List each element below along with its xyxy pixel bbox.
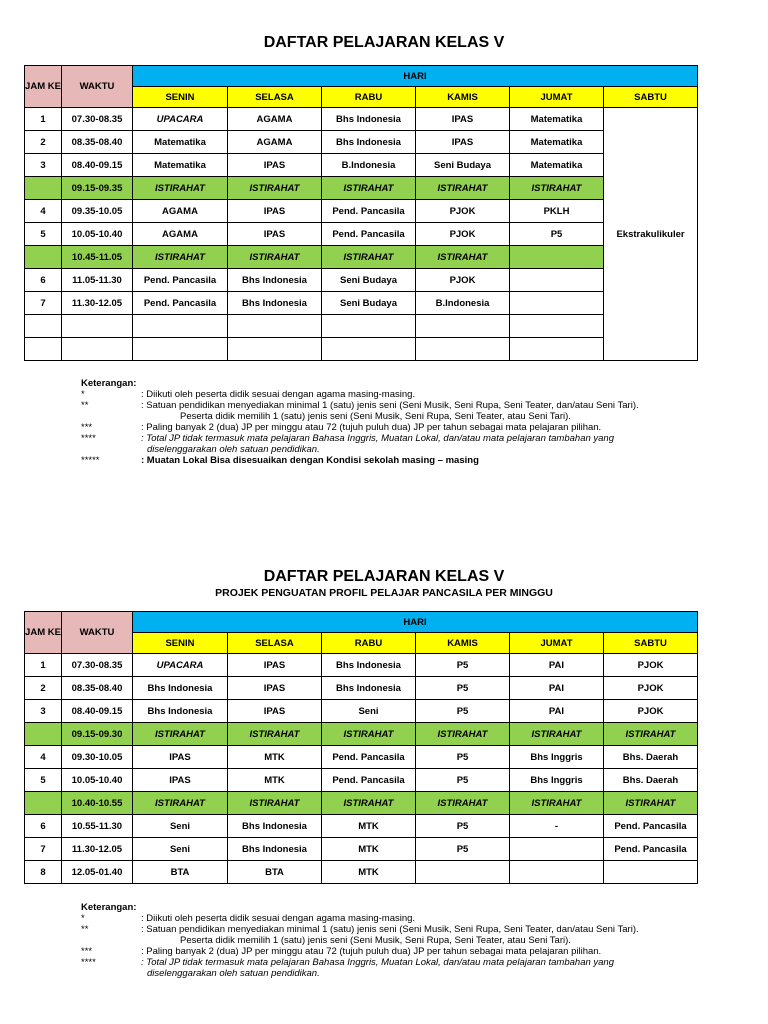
cell-jam — [25, 315, 62, 338]
cell-subject: AGAMA — [133, 200, 228, 223]
cell-subject: PJOK — [416, 200, 510, 223]
table-row — [25, 861, 698, 884]
cell-subject: Bhs Inggris — [510, 746, 604, 769]
note-3: *** : Paling banyak 2 (dua) JP per minggu atau 72 (tujuh puluh dua) JP per tahun sebagai mata pelajaran pilihan. — [81, 946, 602, 957]
cell-jam — [25, 177, 62, 200]
cell-subject — [228, 315, 322, 338]
cell-jam: 7 — [25, 292, 62, 315]
cell-subject: Pend. Pancasila — [133, 292, 228, 315]
cell-subject: AGAMA — [133, 223, 228, 246]
table-row — [25, 338, 698, 361]
cell-jam: 1 — [25, 108, 62, 131]
header-jam-ke: JAM KE — [25, 612, 62, 654]
cell-subject — [510, 838, 604, 861]
cell-subject: - — [510, 815, 604, 838]
cell-subject: PKLH — [510, 200, 604, 223]
cell-subject: PJOK — [604, 700, 698, 723]
cell-subject: ISTIRAHAT — [416, 723, 510, 746]
table-row — [25, 223, 698, 246]
cell-subject — [322, 315, 416, 338]
cell-subject: Bhs. Daerah — [604, 746, 698, 769]
cell-jam: 6 — [25, 815, 62, 838]
cell-waktu: 10.05-10.40 — [62, 223, 133, 246]
cell-subject: Pend. Pancasila — [322, 223, 416, 246]
cell-subject — [416, 861, 510, 884]
cell-subject: MTK — [228, 769, 322, 792]
header-waktu: WAKTU — [62, 612, 133, 654]
cell-subject: UPACARA — [133, 654, 228, 677]
cell-subject — [510, 338, 604, 361]
cell-subject: Bhs Indonesia — [133, 700, 228, 723]
notes-heading: Keterangan: — [81, 378, 137, 389]
table-row — [25, 746, 698, 769]
header-hari: HARI — [133, 612, 698, 633]
note-2: ** : Satuan pendidikan menyediakan minimal 1 (satu) jenis seni (Seni Musik, Seni Rupa, Seni Teater, dan/atau Seni Tari). Peserta didik memilih 1 (satu) jenis seni (Seni Musik, Seni Rupa, Seni Teater, atau Seni Tari). — [81, 400, 639, 422]
cell-subject — [510, 292, 604, 315]
cell-subject: BTA — [228, 861, 322, 884]
cell-jam: 6 — [25, 269, 62, 292]
cell-subject: ISTIRAHAT — [510, 792, 604, 815]
table-row — [25, 108, 698, 131]
cell-subject: PAI — [510, 700, 604, 723]
note-3: *** : Paling banyak 2 (dua) JP per minggu atau 72 (tujuh puluh dua) JP per tahun sebagai mata pelajaran pilihan. — [81, 422, 602, 433]
cell-subject: MTK — [228, 746, 322, 769]
cell-jam: 4 — [25, 200, 62, 223]
cell-jam: 3 — [25, 154, 62, 177]
cell-subject: Matematika — [133, 154, 228, 177]
cell-subject — [510, 315, 604, 338]
day-senin: SENIN — [133, 87, 228, 108]
cell-subject: ISTIRAHAT — [228, 723, 322, 746]
note-4: **** : Total JP tidak termasuk mata pelajaran Bahasa Inggris, Muatan Lokal, dan/atau mata pelajaran tambahan yang diselenggarakan oleh satuan pendidikan. — [81, 957, 615, 979]
table-row — [25, 677, 698, 700]
cell-waktu: 09.30-10.05 — [62, 746, 133, 769]
day-kamis: KAMIS — [416, 633, 510, 654]
cell-subject: MTK — [322, 838, 416, 861]
cell-subject: IPAS — [228, 154, 322, 177]
cell-subject: B.Indonesia — [416, 292, 510, 315]
cell-subject: IPAS — [228, 700, 322, 723]
title-2 — [0, 568, 768, 599]
cell-subject: AGAMA — [228, 131, 322, 154]
cell-subject: IPAS — [228, 200, 322, 223]
day-kamis: KAMIS — [416, 87, 510, 108]
cell-subject: ISTIRAHAT — [133, 723, 228, 746]
cell-subject — [133, 338, 228, 361]
cell-subject: MTK — [322, 815, 416, 838]
day-selasa: SELASA — [228, 633, 322, 654]
cell-subject: IPAS — [133, 746, 228, 769]
table-row — [25, 200, 698, 223]
note-1: * : Diikuti oleh peserta didik sesuai dengan agama masing-masing. — [81, 913, 416, 924]
cell-subject: Matematika — [133, 131, 228, 154]
cell-waktu: 08.35-08.40 — [62, 677, 133, 700]
cell-subject: P5 — [416, 769, 510, 792]
day-rabu: RABU — [322, 633, 416, 654]
cell-subject: Bhs Indonesia — [133, 677, 228, 700]
cell-subject: Bhs Indonesia — [322, 108, 416, 131]
cell-subject: B.Indonesia — [322, 154, 416, 177]
cell-sabtu-ekstrakulikuler: Ekstrakulikuler — [604, 108, 698, 361]
cell-waktu: 11.30-12.05 — [62, 292, 133, 315]
cell-subject: IPAS — [416, 131, 510, 154]
cell-subject: Bhs. Daerah — [604, 769, 698, 792]
cell-waktu — [62, 338, 133, 361]
cell-subject: IPAS — [228, 677, 322, 700]
cell-jam — [25, 246, 62, 269]
cell-subject: Seni — [133, 815, 228, 838]
cell-waktu: 12.05-01.40 — [62, 861, 133, 884]
table-row — [25, 700, 698, 723]
cell-jam — [25, 338, 62, 361]
cell-subject: P5 — [416, 654, 510, 677]
cell-waktu: 09.15-09.35 — [62, 177, 133, 200]
table-row — [25, 838, 698, 861]
header-row — [25, 66, 698, 87]
cell-jam: 5 — [25, 223, 62, 246]
cell-jam: 1 — [25, 654, 62, 677]
cell-subject: PJOK — [416, 269, 510, 292]
day-jumat: JUMAT — [510, 87, 604, 108]
page-subtitle-2: PROJEK PENGUATAN PROFIL PELAJAR PANCASILA PER MINGGU — [215, 587, 553, 599]
table-row — [25, 654, 698, 677]
cell-subject — [510, 269, 604, 292]
table-row — [25, 131, 698, 154]
day-jumat: JUMAT — [510, 633, 604, 654]
cell-subject — [510, 861, 604, 884]
cell-subject: Bhs Indonesia — [322, 131, 416, 154]
cell-subject: Seni Budaya — [322, 292, 416, 315]
cell-subject: P5 — [416, 838, 510, 861]
cell-subject: ISTIRAHAT — [322, 792, 416, 815]
cell-subject: P5 — [416, 700, 510, 723]
cell-waktu: 08.35-08.40 — [62, 131, 133, 154]
cell-subject: MTK — [322, 861, 416, 884]
cell-waktu: 09.35-10.05 — [62, 200, 133, 223]
cell-subject: IPAS — [228, 654, 322, 677]
cell-subject: Bhs Inggris — [510, 769, 604, 792]
cell-subject — [416, 315, 510, 338]
cell-subject: Seni Budaya — [322, 269, 416, 292]
cell-subject: ISTIRAHAT — [133, 177, 228, 200]
table-row — [25, 292, 698, 315]
page-title: DAFTAR PELAJARAN KELAS V — [263, 34, 505, 51]
cell-subject: PAI — [510, 654, 604, 677]
cell-subject: ISTIRAHAT — [322, 177, 416, 200]
table-row — [25, 269, 698, 292]
cell-subject: ISTIRAHAT — [228, 177, 322, 200]
cell-subject: ISTIRAHAT — [228, 246, 322, 269]
cell-subject: P5 — [416, 815, 510, 838]
cell-waktu: 10.05-10.40 — [62, 769, 133, 792]
cell-waktu — [62, 315, 133, 338]
cell-subject: ISTIRAHAT — [322, 723, 416, 746]
cell-subject: IPAS — [133, 769, 228, 792]
cell-subject: BTA — [133, 861, 228, 884]
table-row — [25, 154, 698, 177]
cell-subject: ISTIRAHAT — [604, 792, 698, 815]
cell-subject: UPACARA — [133, 108, 228, 131]
cell-subject: PJOK — [416, 223, 510, 246]
header-hari: HARI — [133, 66, 698, 87]
cell-waktu: 08.40-09.15 — [62, 700, 133, 723]
cell-subject: Matematika — [510, 131, 604, 154]
cell-subject: Bhs Indonesia — [228, 838, 322, 861]
cell-subject: Seni — [133, 838, 228, 861]
cell-subject: IPAS — [416, 108, 510, 131]
cell-subject: Pend. Pancasila — [322, 769, 416, 792]
table-row — [25, 769, 698, 792]
cell-waktu: 08.40-09.15 — [62, 154, 133, 177]
notes-2 — [81, 902, 639, 979]
cell-subject: ISTIRAHAT — [416, 792, 510, 815]
cell-waktu: 10.45-11.05 — [62, 246, 133, 269]
table-row — [25, 815, 698, 838]
cell-jam — [25, 723, 62, 746]
header-jam-ke: JAM KE — [25, 66, 62, 108]
cell-waktu: 11.30-12.05 — [62, 838, 133, 861]
table-row — [25, 723, 698, 746]
note-4: **** : Total JP tidak termasuk mata pelajaran Bahasa Inggris, Muatan Lokal, dan/atau mata pelajaran tambahan yang diselenggarakan oleh satuan pendidikan. — [81, 433, 615, 455]
cell-jam: 2 — [25, 677, 62, 700]
table-row — [25, 246, 698, 269]
cell-subject: P5 — [510, 223, 604, 246]
notes-1 — [81, 378, 639, 466]
cell-subject — [416, 338, 510, 361]
table-row — [25, 177, 698, 200]
cell-jam: 8 — [25, 861, 62, 884]
day-sabtu: SABTU — [604, 87, 698, 108]
cell-subject: Pend. Pancasila — [604, 838, 698, 861]
cell-waktu: 10.40-10.55 — [62, 792, 133, 815]
note-1: * : Diikuti oleh peserta didik sesuai dengan agama masing-masing. — [81, 389, 416, 400]
page-title-2: DAFTAR PELAJARAN KELAS V — [263, 568, 505, 585]
cell-subject: ISTIRAHAT — [416, 177, 510, 200]
cell-subject — [510, 246, 604, 269]
header-waktu: WAKTU — [62, 66, 133, 108]
table-row — [25, 315, 698, 338]
cell-subject: Matematika — [510, 108, 604, 131]
cell-waktu: 10.55-11.30 — [62, 815, 133, 838]
cell-jam: 4 — [25, 746, 62, 769]
cell-jam: 5 — [25, 769, 62, 792]
cell-jam: 3 — [25, 700, 62, 723]
note-5: ***** : Muatan Lokal Bisa disesuaikan dengan Kondisi sekolah masing – masing — [81, 455, 479, 466]
cell-subject: Pend. Pancasila — [322, 746, 416, 769]
day-rabu: RABU — [322, 87, 416, 108]
cell-subject: IPAS — [228, 223, 322, 246]
cell-subject: ISTIRAHAT — [416, 246, 510, 269]
day-sabtu: SABTU — [604, 633, 698, 654]
cell-subject: Seni Budaya — [416, 154, 510, 177]
cell-subject: AGAMA — [228, 108, 322, 131]
notes-heading: Keterangan: — [81, 902, 137, 913]
header-row — [25, 612, 698, 633]
cell-subject: Matematika — [510, 154, 604, 177]
cell-subject: ISTIRAHAT — [228, 792, 322, 815]
cell-waktu: 07.30-08.35 — [62, 654, 133, 677]
schedule-table-2 — [24, 611, 698, 884]
cell-subject: ISTIRAHAT — [133, 246, 228, 269]
cell-subject — [133, 315, 228, 338]
cell-subject — [322, 338, 416, 361]
day-senin: SENIN — [133, 633, 228, 654]
cell-subject: Bhs Indonesia — [228, 269, 322, 292]
cell-subject: Bhs Indonesia — [228, 292, 322, 315]
cell-subject: ISTIRAHAT — [604, 723, 698, 746]
cell-subject: PJOK — [604, 677, 698, 700]
cell-subject: Pend. Pancasila — [133, 269, 228, 292]
cell-waktu: 09.15-09.30 — [62, 723, 133, 746]
schedule-table-1 — [24, 65, 698, 361]
cell-subject: ISTIRAHAT — [510, 723, 604, 746]
cell-subject: Pend. Pancasila — [322, 200, 416, 223]
cell-subject: ISTIRAHAT — [133, 792, 228, 815]
cell-subject — [228, 338, 322, 361]
cell-subject: P5 — [416, 677, 510, 700]
cell-subject: PJOK — [604, 654, 698, 677]
cell-subject: Seni — [322, 700, 416, 723]
cell-subject: ISTIRAHAT — [510, 177, 604, 200]
cell-jam — [25, 792, 62, 815]
cell-subject: P5 — [416, 746, 510, 769]
cell-subject: Pend. Pancasila — [604, 815, 698, 838]
cell-waktu: 07.30-08.35 — [62, 108, 133, 131]
title-1 — [0, 34, 768, 52]
cell-subject: ISTIRAHAT — [322, 246, 416, 269]
note-2: ** : Satuan pendidikan menyediakan minimal 1 (satu) jenis seni (Seni Musik, Seni Rupa, Seni Teater, dan/atau Seni Tari). Peserta didik memilih 1 (satu) jenis seni (Seni Musik, Seni Rupa, Seni Teater, atau Seni Tari). — [81, 924, 639, 946]
cell-jam: 2 — [25, 131, 62, 154]
cell-subject: Bhs Indonesia — [322, 654, 416, 677]
cell-subject: Bhs Indonesia — [322, 677, 416, 700]
cell-subject: PAI — [510, 677, 604, 700]
day-selasa: SELASA — [228, 87, 322, 108]
cell-jam: 7 — [25, 838, 62, 861]
cell-subject: Bhs Indonesia — [228, 815, 322, 838]
cell-subject — [604, 861, 698, 884]
cell-waktu: 11.05-11.30 — [62, 269, 133, 292]
table-row — [25, 792, 698, 815]
